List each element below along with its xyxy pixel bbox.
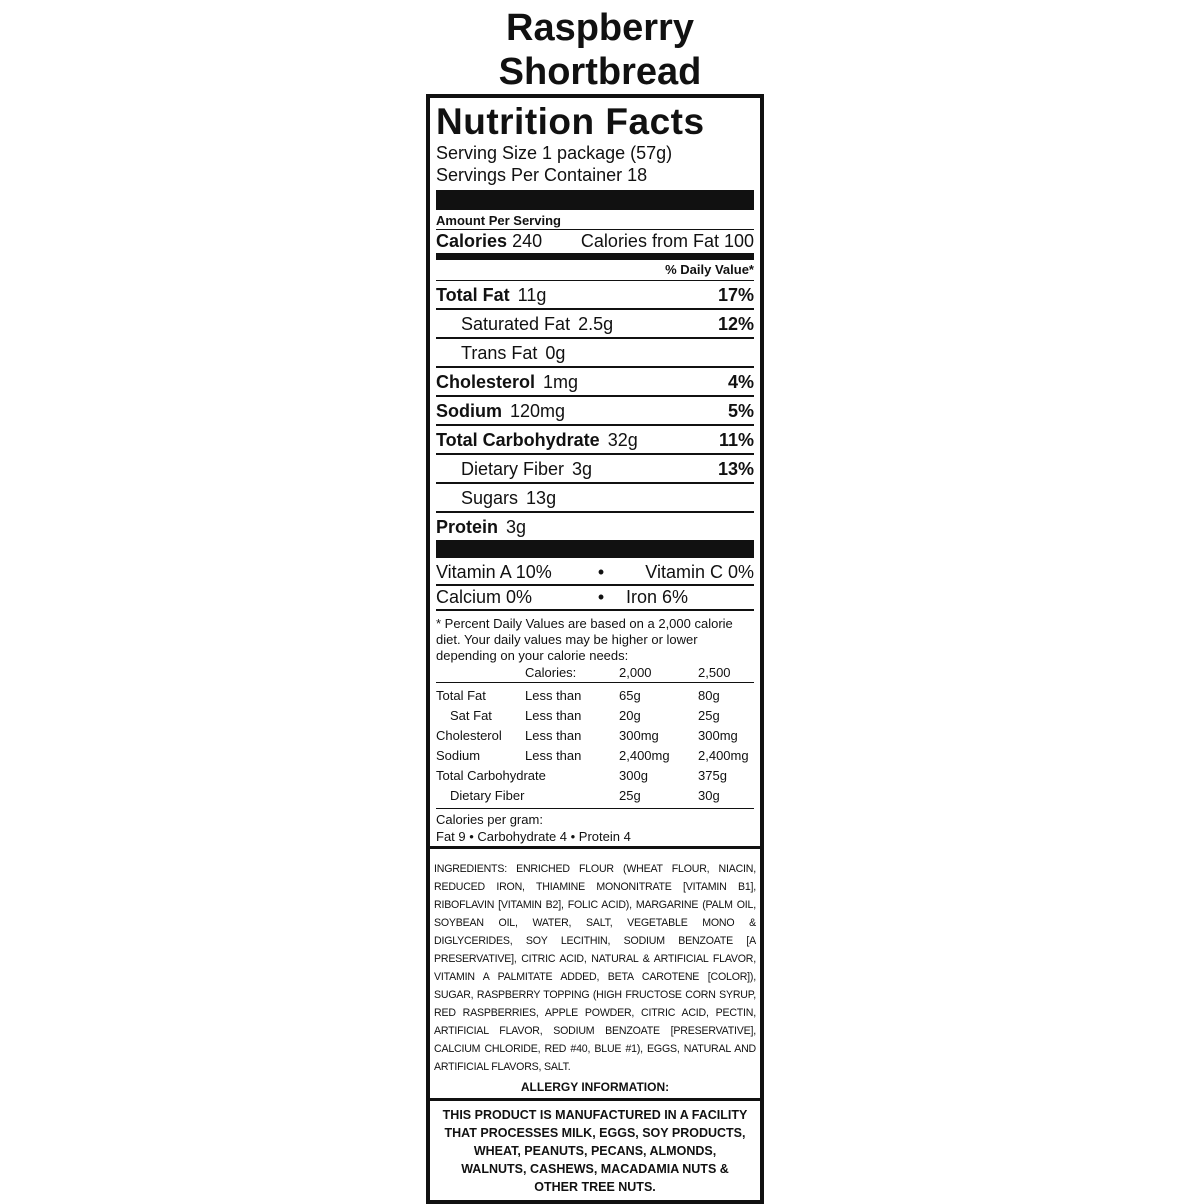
nutrient-name: Sodium [436, 401, 502, 421]
nutrient-dv: 11% [718, 430, 754, 450]
calories-per-gram: Calories per gram: [436, 812, 543, 827]
dv-header: % Daily Value* [665, 262, 754, 277]
dv-table-cell: Sat Fat [450, 708, 492, 723]
nutrient-amount: 1mg [543, 372, 579, 392]
dv-table-cell: 25g [619, 788, 641, 803]
thick-rule-2 [436, 540, 754, 558]
nutrient-dv: 13% [717, 459, 754, 479]
dv-table-cell: 300mg [698, 728, 738, 743]
nutrient-name: Dietary Fiber [461, 459, 565, 479]
nutrient-dv: 5% [727, 401, 754, 421]
product-title [0, 6, 1200, 94]
vitamin-c: Vitamin C 0% [645, 562, 754, 582]
nutrient-amount: 2.5g [578, 314, 614, 334]
nutrient-row [436, 482, 754, 511]
servings-per-container: Servings Per Container 18 [436, 165, 648, 185]
iron: Iron 6% [626, 587, 689, 607]
dv-table [436, 664, 754, 806]
dv-table-row [436, 686, 754, 706]
nutrient-amount: 3g [506, 517, 527, 537]
nutrient-dv: 17% [717, 285, 754, 305]
nutrient-amount: 32g [607, 430, 638, 450]
nutrient-name: Total Fat [436, 285, 510, 305]
ingredients-divider [430, 846, 760, 849]
nutrient-row [436, 337, 754, 366]
nutrient-row [436, 366, 754, 395]
nutrient-amount: 13g [526, 488, 557, 508]
nutrient-row [436, 424, 754, 453]
thick-rule [436, 190, 754, 210]
nutrient-name: Cholesterol [436, 372, 536, 392]
dv-table-cell: 25g [698, 708, 720, 723]
ingredients-text: INGREDIENTS: ENRICHED FLOUR (WHEAT FLOUR, NIACIN, REDUCED IRON, THIAMINE MONONITRATE [VITAMIN B1], RIBOFLAVIN [VITAMIN B2], FOLIC ACID), MARGARINE (PALM OIL, SOYBEAN OIL, WATER, SALT, VEGETABLE MONO & DIGLYCERIDES, SOY LECITHIN, SODIUM BENZOATE [A PRESERVATIVE], CITRIC ACID, NATURAL & ARTIFICIAL FLAVOR, VITAMIN A PALMITATE ADDED, BETA CAROTENE [COLOR]), SUGAR, RASPBERRY TOPPING (HIGH FRUCTOSE CORN SYRUP, RED RASPBERRIES, APPLE POWDER, CITRIC ACID, PECTIN, ARTIFICIAL FLAVOR, SODIUM BENZOATE [PRESERVATIVE], CALCIUM CHLORIDE, RED #40, BLUE #1), EGGS, NATURAL AND ARTIFICIAL FLAVORS, SALT. [434, 863, 756, 1073]
nutrition-label [426, 94, 764, 1204]
calories-row [436, 230, 754, 253]
dv-table-cell: Sodium [436, 748, 481, 763]
dv-table-cell: 65g [619, 688, 641, 703]
allergy-text: THIS PRODUCT IS MANUFACTURED IN A FACILITY THAT PROCESSES MILK, EGGS, SOY PRODUCTS, WHEAT, PEANUTS, PECANS, ALMONDS, WALNUTS, CASHEWS, MACADAMIA NUTS & OTHER TREE NUTS. [442, 1108, 748, 1194]
nutrient-row [436, 453, 754, 482]
allergy-divider [430, 1098, 760, 1101]
label-heading: Nutrition Facts [436, 101, 705, 142]
dv-table-cell: 30g [698, 788, 720, 803]
nutrient-amount: 0g [545, 343, 566, 363]
nutrient-name: Sugars [461, 488, 519, 508]
dv-table-cell: 20g [619, 708, 641, 723]
dv-table-cell: Less than [525, 708, 582, 723]
nutrient-name: Trans Fat [461, 343, 538, 363]
dv-table-row [436, 726, 754, 746]
serving-size: Serving Size 1 package (57g) [436, 143, 673, 163]
dv-table-cell: Less than [525, 688, 582, 703]
dv-table-cell: 300g [619, 768, 648, 783]
amount-per-serving: Amount Per Serving [436, 213, 561, 228]
vitamin-row-1: Vitamin A 10% • Vitamin C 0% [436, 562, 754, 582]
dv-table-cell [525, 786, 619, 806]
vitamin-a: Vitamin A 10% [436, 562, 552, 582]
dv-table-cell: Less than [525, 748, 582, 763]
dv-table-cell: Less than [525, 728, 582, 743]
dv-table-cell: 2,400mg [619, 748, 670, 763]
dv-table-row [436, 706, 754, 726]
calories-per-gram-values: Fat 9 • Carbohydrate 4 • Protein 4 [436, 829, 631, 844]
nutrient-name: Protein [436, 517, 499, 537]
nutrient-row [436, 308, 754, 337]
calories-value: 240 [512, 231, 543, 251]
dv-table-cell: 80g [698, 688, 720, 703]
dv-table-cell: 375g [698, 768, 727, 783]
product-title-line1: Raspberry [506, 7, 694, 49]
dv-table-cell: 300mg [619, 728, 659, 743]
footnote: * Percent Daily Values are based on a 2,000 calorie diet. Your daily values may be higher or lower depending on your calorie needs: [436, 616, 733, 663]
nutrient-name: Total Carbohydrate [436, 430, 600, 450]
dv-table-cell: Dietary Fiber [450, 788, 525, 803]
product-title-line2: Shortbread [498, 51, 702, 93]
nutrient-amount: 11g [517, 285, 547, 305]
calories-label: Calories [436, 231, 508, 251]
dv-table-row [436, 746, 754, 766]
calories-from-fat: Calories from Fat 100 [580, 231, 754, 251]
nutrient-amount: 120mg [510, 401, 566, 421]
vitamin-row-2: Calcium 0% • Iron 6% [436, 586, 754, 609]
dv-table-cell: 2,400mg [698, 748, 749, 763]
nutrient-dv: 12% [717, 314, 754, 334]
dv-table-cell: Total Carbohydrate [436, 768, 546, 783]
allergy-heading: ALLERGY INFORMATION: [520, 1080, 670, 1094]
nutrient-name: Saturated Fat [461, 314, 571, 334]
nutrient-amount: 3g [572, 459, 593, 479]
nutrient-row [436, 395, 754, 424]
dv-table-header: Calories: 2,000 2,500 [525, 665, 731, 680]
nutrient-row [436, 511, 754, 540]
nutrient-list [436, 281, 754, 540]
nutrient-dv: 4% [727, 372, 754, 392]
calcium: Calcium 0% [436, 587, 533, 607]
dv-table-cell: Total Fat [436, 688, 486, 703]
nutrient-row [436, 281, 754, 308]
dv-table-row [436, 786, 754, 806]
dv-table-row [436, 766, 754, 786]
dv-table-cell: Cholesterol [436, 728, 502, 743]
